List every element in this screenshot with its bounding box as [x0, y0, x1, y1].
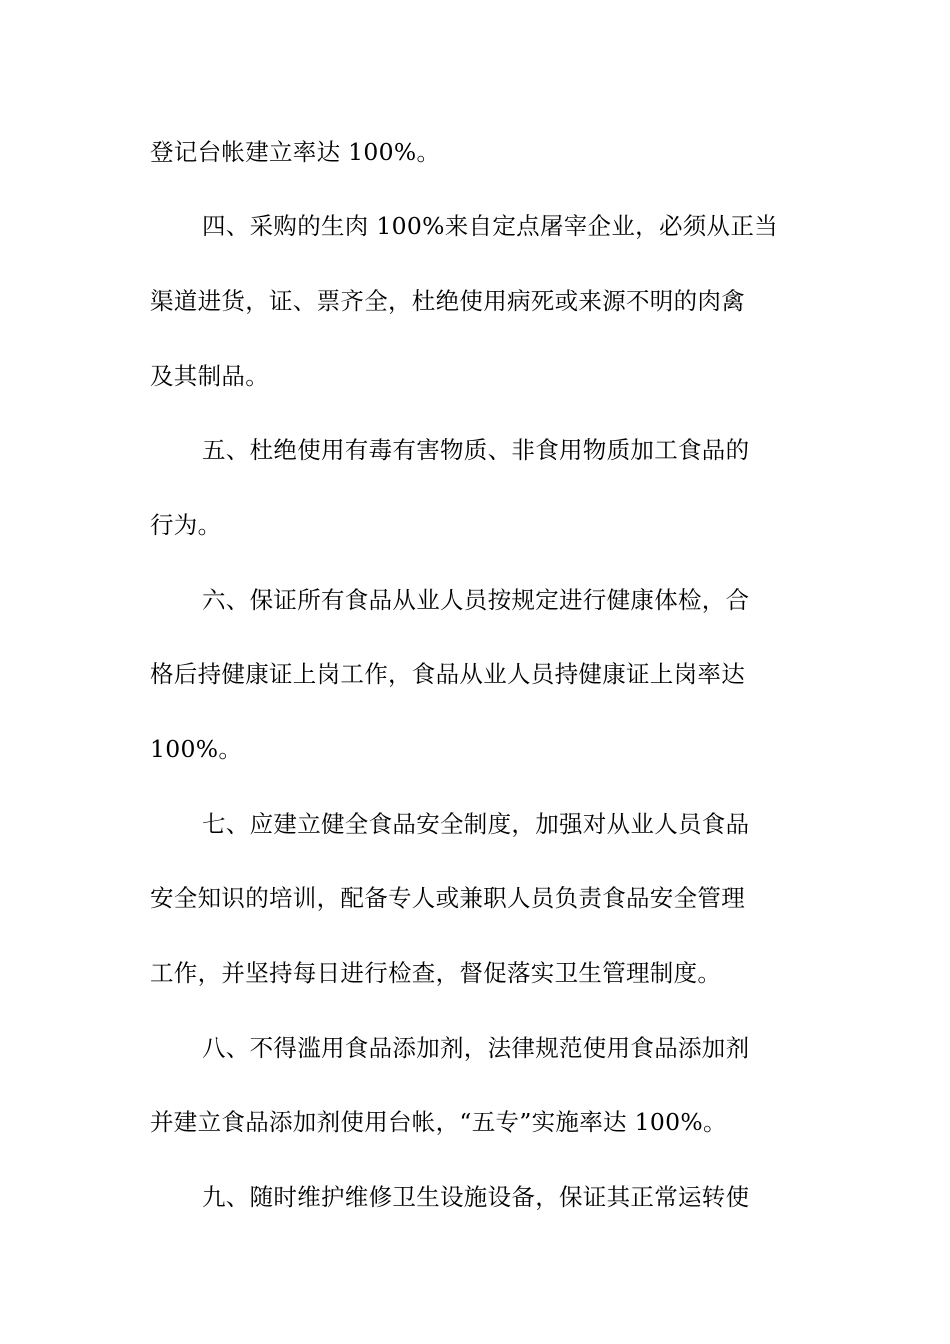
paragraph-9-line-1: 九、随时维护维修卫生设施设备，保证其正常运转使 [202, 1183, 750, 1211]
text-line: 100%。 [150, 735, 243, 763]
text-line: 及其制品。 [150, 362, 269, 390]
text-line: 登记台帐建立率达 100%。 [150, 138, 441, 166]
paragraph-8-line-1: 八、不得滥用食品添加剂，法律规范使用食品添加剂 [202, 1034, 750, 1062]
paragraph-7-line-1: 七、应建立健全食品安全制度，加强对从业人员食品 [202, 810, 750, 838]
text-line: 安全知识的培训，配备专人或兼职人员负责食品安全管理 [150, 884, 745, 912]
paragraph-4-line-1: 四、采购的生肉 100%来自定点屠宰企业，必须从正当 [202, 212, 778, 240]
paragraph-6-line-1: 六、保证所有食品从业人员按规定进行健康体检，合 [202, 586, 750, 614]
text-line: 并建立食品添加剂使用台帐，“五专”实施率达 100%。 [150, 1108, 727, 1136]
text-line: 行为。 [150, 511, 222, 539]
paragraph-5-line-1: 五、杜绝使用有毒有害物质、非食用物质加工食品的 [202, 436, 750, 464]
text-line: 工作，并坚持每日进行检查，督促落实卫生管理制度。 [150, 959, 722, 987]
text-line: 渠道进货，证、票齐全，杜绝使用病死或来源不明的肉禽 [150, 287, 745, 315]
text-line: 格后持健康证上岗工作，食品从业人员持健康证上岗率达 [150, 660, 745, 688]
